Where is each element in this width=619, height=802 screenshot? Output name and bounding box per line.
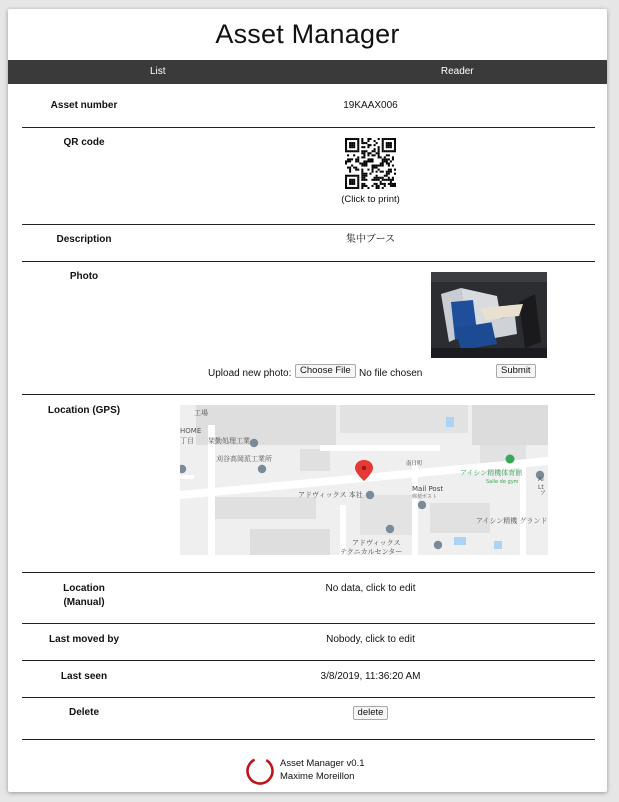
delete-area: [146, 706, 595, 720]
asset-photo: [431, 272, 547, 358]
asset-number-row: [22, 84, 595, 128]
nav-reader-link[interactable]: Reader: [440, 66, 474, 77]
footer: [8, 754, 607, 788]
map-label-post-sub: 郵便ポスト: [412, 494, 438, 500]
qr-code-row: [22, 128, 595, 225]
map-label-home: HOME: [180, 427, 202, 435]
location-manual-label-line2: (Manual): [63, 597, 105, 608]
location-map[interactable]: [180, 405, 548, 555]
map-label-advics-hq: アドヴィックス 本社: [298, 491, 363, 499]
qr-code-label: QR code: [63, 137, 105, 148]
map-label-mall-post: Mail Post: [412, 485, 444, 493]
last-moved-by-label: Last moved by: [48, 634, 120, 645]
qr-code-image[interactable]: [345, 138, 396, 189]
map-label-chome: 丁目: [180, 437, 194, 445]
choose-file-button[interactable]: Choose File: [295, 364, 356, 378]
map-label-factory-top: 工場: [194, 409, 208, 417]
footer-text: [280, 757, 365, 783]
map-label-kariya: 刈谷高岡派工業所: [216, 455, 272, 463]
submit-photo-button[interactable]: Submit: [496, 364, 536, 378]
map-label-advics-tech-2: テクニカルセンター: [340, 548, 403, 555]
last-moved-by-value[interactable]: Nobody, click to edit: [326, 634, 415, 645]
page-title: Asset Manager: [215, 19, 400, 49]
last-moved-by-row: [22, 624, 595, 661]
no-file-chosen-text: No file chosen: [359, 368, 423, 379]
map-canvas[interactable]: [180, 405, 548, 555]
delete-row: [22, 698, 595, 740]
map-label-aisin-gym: アイシン精機体育館: [460, 469, 523, 477]
map-label-advics-tech-1: アドヴィックス: [352, 539, 401, 547]
upload-photo-label: Upload new photo:: [208, 368, 292, 379]
asset-number-label: Asset number: [50, 100, 118, 111]
asset-number-value: 19KAAX006: [343, 100, 398, 111]
qr-print-caption[interactable]: (Click to print): [341, 194, 400, 205]
author-logo-icon: [245, 756, 275, 786]
photo-area: [146, 262, 595, 394]
location-manual-label-line1: Location: [63, 583, 105, 594]
delete-button[interactable]: delete: [353, 706, 389, 720]
description-value[interactable]: 集中ブース: [345, 234, 396, 245]
asset-detail-card: [8, 9, 607, 792]
delete-label: Delete: [68, 707, 99, 718]
map-label-factory: 架勤処理工業: [208, 437, 250, 445]
footer-app-version: Asset Manager v0.1: [280, 758, 365, 769]
location-manual-row: [22, 573, 595, 624]
map-label-aisin-gym-sub: Salle de gym: [486, 479, 519, 485]
last-seen-row: [22, 661, 595, 698]
last-seen-value: 3/8/2019, 11:36:20 AM: [320, 671, 421, 682]
photo-row: [22, 262, 595, 395]
location-manual-label: [22, 582, 146, 610]
photo-label: Photo: [69, 271, 99, 282]
description-label: Description: [56, 234, 112, 245]
map-label-aisin-ground: アイシン精機 グランド: [476, 517, 548, 525]
location-gps-label: Location (GPS): [47, 405, 121, 416]
map-label-edge-b: Lt: [538, 484, 544, 491]
location-manual-value[interactable]: No data, click to edit: [325, 583, 416, 594]
qr-code-area[interactable]: [146, 128, 595, 224]
map-label-edge-c: ア: [540, 490, 547, 497]
location-gps-row: [22, 395, 595, 573]
nav-list-link[interactable]: List: [149, 66, 166, 77]
last-seen-label: Last seen: [60, 671, 108, 682]
map-label-block-number: 南日町: [406, 461, 423, 467]
footer-author: Maxime Moreillon: [280, 771, 355, 782]
map-label-edge-a: Ai: [538, 476, 544, 483]
top-navbar: [8, 60, 607, 84]
description-row: [22, 225, 595, 262]
